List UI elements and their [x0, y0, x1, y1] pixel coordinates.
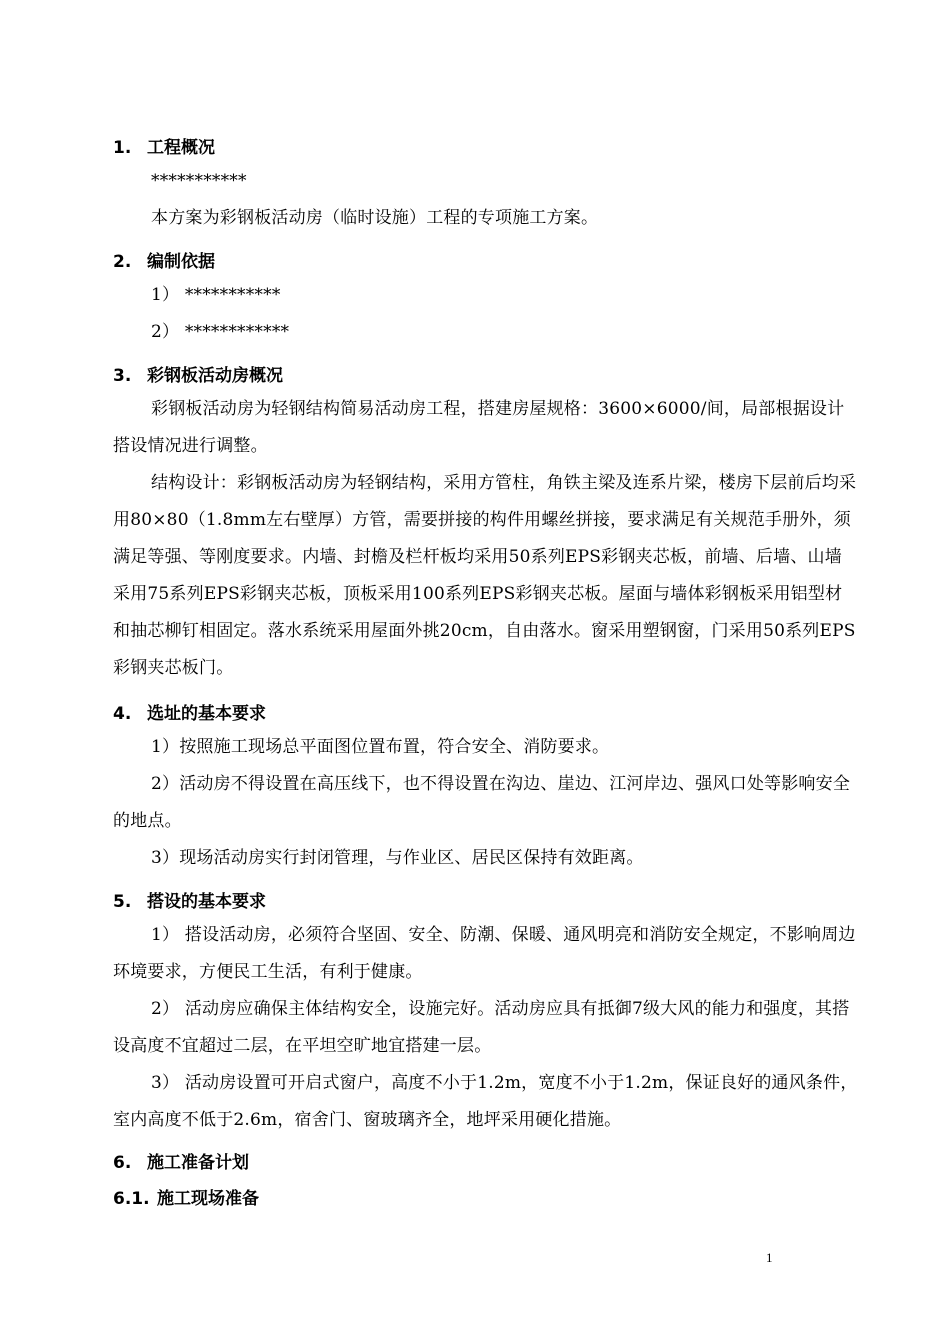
list-item: 1） *********** [151, 285, 281, 305]
list-item: 2） ************ [151, 322, 290, 342]
heading-title: 编制依据 [147, 252, 215, 272]
heading-number: 6.1. [113, 1189, 150, 1209]
heading-number: 6. [113, 1153, 132, 1173]
section-1-body [113, 163, 858, 237]
heading-number: 4. [113, 704, 132, 724]
list-item: 1）按照施工现场总平面图位置布置，符合安全、消防要求。 [151, 737, 610, 757]
heading-title: 施工准备计划 [147, 1153, 249, 1173]
heading-number: 3. [113, 366, 132, 386]
section-2-body [113, 277, 858, 351]
section-heading [113, 137, 858, 159]
page-number: 1 [766, 1250, 773, 1265]
section-heading [113, 703, 858, 725]
section-1 [113, 137, 858, 159]
paragraph: 彩钢板活动房为轻钢结构简易活动房工程，搭建房屋规格：3600×6000/间，局部根据设计搭设情况进行调整。 [113, 399, 845, 456]
section-heading [113, 251, 858, 273]
section-heading [113, 891, 858, 913]
heading-number: 1. [113, 138, 132, 158]
heading-title: 彩钢板活动房概况 [147, 366, 283, 386]
paragraph: 本方案为彩钢板活动房（临时设施）工程的专项施工方案。 [151, 208, 599, 228]
heading-title: 施工现场准备 [157, 1189, 259, 1209]
section-5 [113, 891, 858, 913]
list-item: 3）现场活动房实行封闭管理，与作业区、居民区保持有效距离。 [151, 848, 644, 868]
section-heading [113, 1152, 858, 1174]
heading-title: 搭设的基本要求 [147, 892, 266, 912]
section-5-body [113, 917, 858, 1139]
heading-number: 2. [113, 252, 132, 272]
paragraph: 结构设计：彩钢板活动房为轻钢结构，采用方管柱，角铁主梁及连系片梁，楼房下层前后均采用80×80（1.8mm左右壁厚）方管，需要拼接的构件用螺丝拼接，要求满足有关规范手册外，须满足等强、等刚度要求。内墙、封檐及栏杆板均采用50系列EPS彩钢夹芯板，前墙、后墙、山墙采用75系列EPS彩钢夹芯板，顶板采用100系列EPS彩钢夹芯板。屋面与墙体彩钢板采用铝型材和抽芯柳钉相固定。落水系统采用屋面外挑20cm，自由落水。窗采用塑钢窗，门采用50系列EPS彩钢夹芯板门。 [113, 473, 857, 678]
section-6-1 [113, 1188, 858, 1210]
section-heading [113, 365, 858, 387]
paragraph: *********** [151, 171, 247, 191]
list-item: 2） 活动房应确保主体结构安全，设施完好。活动房应具有抵御7级大风的能力和强度，其搭设高度不宜超过二层，在平坦空旷地宜搭建一层。 [113, 999, 850, 1056]
section-4 [113, 703, 858, 725]
section-3-body [113, 391, 858, 687]
list-item: 1） 搭设活动房，必须符合坚固、安全、防潮、保暖、通风明亮和消防安全规定，不影响周边环境要求，方便民工生活，有利于健康。 [113, 925, 856, 982]
subsection-heading [113, 1188, 858, 1210]
section-3 [113, 365, 858, 387]
list-item: 2）活动房不得设置在高压线下，也不得设置在沟边、崖边、江河岸边、强风口处等影响安全的地点。 [113, 774, 851, 831]
section-2 [113, 251, 858, 273]
list-item: 3） 活动房设置可开启式窗户，高度不小于1.2m，宽度不小于1.2m，保证良好的通风条件，室内高度不低于2.6m，宿舍门、窗玻璃齐全，地坪采用硬化措施。 [113, 1073, 858, 1130]
section-4-body [113, 729, 858, 877]
heading-number: 5. [113, 892, 132, 912]
section-6 [113, 1152, 858, 1174]
heading-title: 工程概况 [147, 138, 215, 158]
heading-title: 选址的基本要求 [147, 704, 266, 724]
